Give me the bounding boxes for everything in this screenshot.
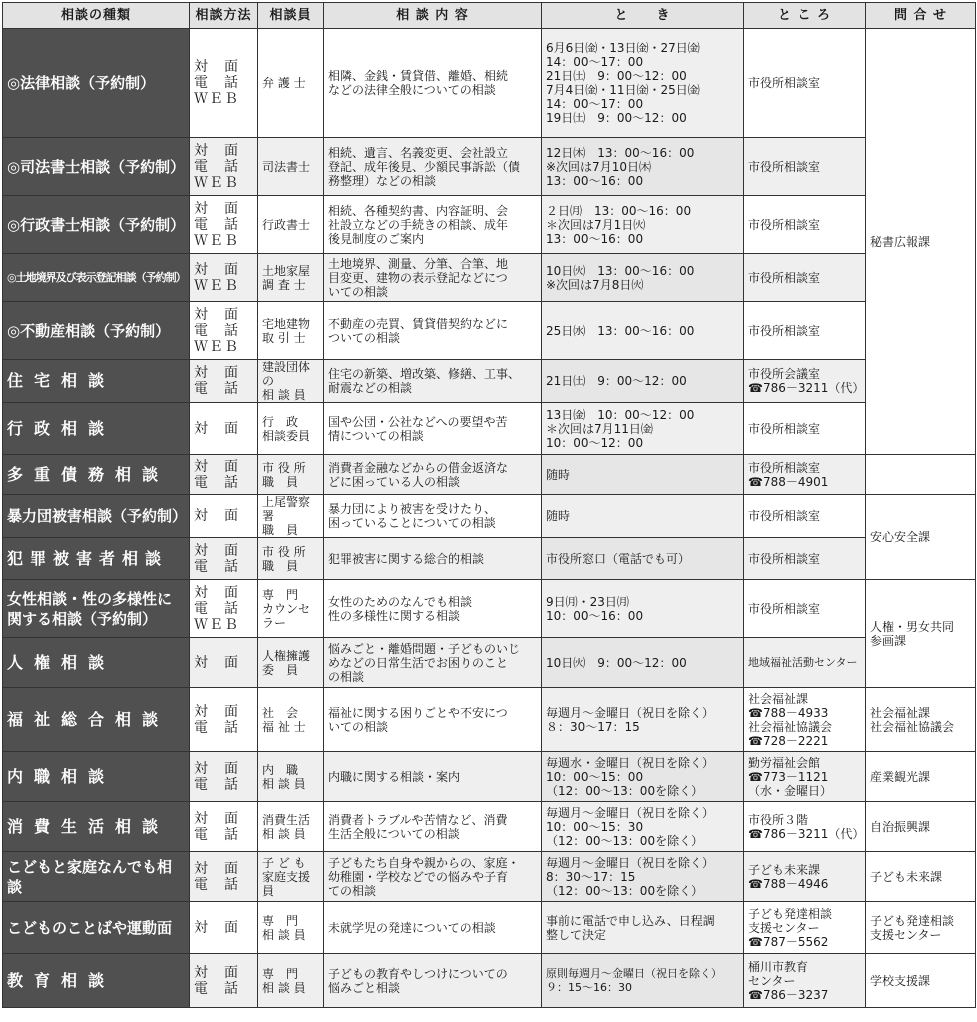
consult-when: 12日㈭ 13：00～16：00 ※次回は7月10日㈭ 13：00～16：00 [542,138,744,196]
consult-place: 社会福祉課 ☎788－4933 社会福祉協議会 ☎728－2221 [744,688,866,752]
consult-place: 子ども未来課 ☎788－4946 [744,852,866,902]
consult-type: ◎法律相談（予約制） [3,29,190,138]
contact-dept-empty [866,455,976,495]
contact-dept: 子ども発達相談 支援センター [866,902,976,954]
consult-place: 市役所相談室 [744,580,866,638]
consult-method: 対 面 電 話 [190,538,258,580]
table-row [3,495,976,538]
consult-type: ◎行政書士相談（予約制） [3,196,190,254]
consult-staff: 市 役 所 職 員 [258,538,324,580]
consult-content: 消費者金融などからの借金返済な どに困っている人の相談 [324,455,542,495]
table-row [3,196,976,254]
consult-type: 住宅相談 [3,360,190,403]
consult-when: 毎週月～金曜日（祝日を除く） 10：00～15：30 （12：00～13：00を除く） [542,802,744,852]
consult-when: 21日㈯ 9：00～12：00 [542,360,744,403]
consult-when: 25日㈬ 13：00～16：00 [542,302,744,360]
contact-dept: 社会福祉課 社会福祉協議会 [866,688,976,752]
consult-place: 子ども発達相談 支援センター ☎787－5562 [744,902,866,954]
consult-staff: 社 会 福 祉 士 [258,688,324,752]
consult-when: 原則毎週月～金曜日（祝日を除く） ９：15～16：30 [542,954,744,1008]
consult-method: 対 面 ＷＥＢ [190,254,258,302]
consult-staff: 行 政 相談委員 [258,403,324,455]
consult-place: 地域福祉活動センター [744,638,866,688]
consult-method: 対 面 [190,638,258,688]
consult-staff: 内 職 相 談 員 [258,752,324,802]
consult-staff: 専 門 相 談 員 [258,902,324,954]
table-row [3,254,976,302]
consult-content: 犯罪被害に関する総合的相談 [324,538,542,580]
consult-when: 10日㈫ 9：00～12：00 [542,638,744,688]
consult-when: 10日㈫ 13：00～16：00 ※次回は7月8日㈫ [542,254,744,302]
consult-when: 市役所窓口（電話でも可） [542,538,744,580]
table-row [3,29,976,138]
consult-type: 暴力団被害相談（予約制） [3,495,190,538]
consult-staff: 消費生活 相 談 員 [258,802,324,852]
consult-place: 市役所３階 ☎786－3211（代） [744,802,866,852]
table-row [3,538,976,580]
consult-type: 犯罪被害者相談 [3,538,190,580]
consult-method: 対 面 電 話 ＷＥＢ [190,138,258,196]
table-row [3,852,976,902]
header-row [3,3,976,29]
header-type: 相談の種類 [3,3,190,29]
consult-type: ◎不動産相談（予約制） [3,302,190,360]
contact-dept: 秘書広報課 [866,29,976,455]
consult-place: 市役所相談室 [744,254,866,302]
consult-type: 多重債務相談 [3,455,190,495]
consult-place: 市役所相談室 [744,138,866,196]
consult-content: 土地境界、測量、分筆、合筆、地 目変更、建物の表示登記などにつ いての相談 [324,254,542,302]
consult-type: こどものことばや運動面 [3,902,190,954]
consult-type: ◎司法書士相談（予約制） [3,138,190,196]
consult-when: 事前に電話で申し込み、日程調 整して決定 [542,902,744,954]
consult-method: 対 面 [190,902,258,954]
consult-when: 6月6日㈮・13日㈮・27日㈮ 14：00～17：00 21日㈯ 9：00～12：00 7月4日㈮・11日㈮・25日㈮ 14：00～17：00 19日㈯ 9：00～12：00 [542,29,744,138]
consult-when: 随時 [542,455,744,495]
consult-content: 相続、遺言、名義変更、会社設立 登記、成年後見、少額民事訴訟（債 務整理）などの相談 [324,138,542,196]
consult-content: 女性のためのなんでも相談 性の多様性に関する相談 [324,580,542,638]
consult-type: 教育相談 [3,954,190,1008]
consult-method: 対 面 [190,403,258,455]
consult-content: 不動産の売買、賃貸借契約などに ついての相談 [324,302,542,360]
consult-type: 人権相談 [3,638,190,688]
consult-type: ◎土地境界及び表示登記相談（予約制） [3,254,190,302]
header-contact: 問 合 せ [866,3,976,29]
consult-type: 消費生活相談 [3,802,190,852]
consult-method: 対 面 [190,495,258,538]
table-row [3,752,976,802]
consult-content: 未就学児の発達についての相談 [324,902,542,954]
consult-staff: 司法書士 [258,138,324,196]
consult-content: 子どもたち自身や親からの、家庭・ 幼稚園・学校などでの悩みや子育 ての相談 [324,852,542,902]
consult-place: 市役所会議室 ☎786－3211（代） [744,360,866,403]
consult-place: 市役所相談室 [744,538,866,580]
consult-content: 福祉に関する困りごとや不安につ いての相談 [324,688,542,752]
consult-place: 桶川市教育 センター ☎786－3237 [744,954,866,1008]
header-content: 相 談 内 容 [324,3,542,29]
consult-content: 暴力団により被害を受けたり、 困っていることについての相談 [324,495,542,538]
consult-type: 女性相談・性の多様性に 関する相談（予約制） [3,580,190,638]
consult-place: 市役所相談室 [744,196,866,254]
consult-when: 9日㈪・23日㈪ 10：00～16：00 [542,580,744,638]
consult-when: 毎週月～金曜日（祝日を除く） ８：30～17：15 [542,688,744,752]
consult-place: 市役所相談室 [744,29,866,138]
table-row [3,403,976,455]
table-row [3,455,976,495]
consult-place: 勤労福祉会館 ☎773－1121 （水・金曜日） [744,752,866,802]
header-method: 相談方法 [190,3,258,29]
consult-when: 毎週水・金曜日（祝日を除く） 10：00～15：00 （12：00～13：00を除く） [542,752,744,802]
contact-dept: 人権・男女共同 参画課 [866,580,976,688]
consult-method: 対 面 電 話 [190,954,258,1008]
consultation-table [2,2,976,1008]
consult-when: 随時 [542,495,744,538]
consult-method: 対 面 電 話 [190,752,258,802]
consult-place: 市役所相談室 ☎788－4901 [744,455,866,495]
consult-staff: 宅地建物 取 引 士 [258,302,324,360]
consult-type: こどもと家庭なんでも相談 [3,852,190,902]
consult-staff: 専 門 相 談 員 [258,954,324,1008]
consult-method: 対 面 電 話 [190,802,258,852]
table-row [3,138,976,196]
table-row [3,302,976,360]
consult-staff: 市 役 所 職 員 [258,455,324,495]
consult-type: 福祉総合相談 [3,688,190,752]
consult-staff: 子 ど も 家庭支援員 [258,852,324,902]
table-row [3,802,976,852]
consult-content: 国や公団・公社などへの要望や苦 情についての相談 [324,403,542,455]
header-when: と き [542,3,744,29]
consult-when: 13日㈮ 10：00～12：00 ＊次回は7月11日㈮ 10：00～12：00 [542,403,744,455]
consult-staff: 弁 護 士 [258,29,324,138]
table-row [3,580,976,638]
table-row [3,902,976,954]
consult-staff: 専 門 カウンセラー [258,580,324,638]
consult-method: 対 面 電 話 ＷＥＢ [190,196,258,254]
consult-content: 相隣、金銭・賃貸借、離婚、相続 などの法律全般についての相談 [324,29,542,138]
consult-staff: 行政書士 [258,196,324,254]
table-row [3,360,976,403]
consult-staff: 人権擁護 委 員 [258,638,324,688]
consult-place: 市役所相談室 [744,302,866,360]
contact-dept: 学校支援課 [866,954,976,1008]
consult-staff: 上尾警察署 職 員 [258,495,324,538]
consult-staff: 建設団体の 相 談 員 [258,360,324,403]
contact-dept: 自治振興課 [866,802,976,852]
consult-method: 対 面 電 話 [190,455,258,495]
consult-content: 消費者トラブルや苦情など、消費 生活全般についての相談 [324,802,542,852]
consult-method: 対 面 電 話 ＷＥＢ [190,580,258,638]
consult-when: ２日㈪ 13：00～16：00 ＊次回は7月1日㈫ 13：00～16：00 [542,196,744,254]
consult-type: 行政相談 [3,403,190,455]
consult-method: 対 面 電 話 ＷＥＢ [190,302,258,360]
contact-dept: 安心安全課 [866,495,976,580]
header-staff: 相談員 [258,3,324,29]
header-place: と こ ろ [744,3,866,29]
consult-staff: 土地家屋 調 査 士 [258,254,324,302]
consult-method: 対 面 電 話 ＷＥＢ [190,29,258,138]
consult-method: 対 面 電 話 [190,360,258,403]
consult-place: 市役所相談室 [744,495,866,538]
consult-content: 住宅の新築、増改築、修繕、工事、 耐震などの相談 [324,360,542,403]
table-row [3,688,976,752]
consult-type: 内職相談 [3,752,190,802]
consult-when: 毎週月～金曜日（祝日を除く） 8：30～17：15 （12：00～13：00を除く） [542,852,744,902]
consult-content: 子どもの教育やしつけについての 悩みごと相談 [324,954,542,1008]
consult-place: 市役所相談室 [744,403,866,455]
consult-content: 相続、各種契約書、内容証明、会 社設立などの手続きの相談、成年 後見制度のご案内 [324,196,542,254]
consult-method: 対 面 電 話 [190,688,258,752]
consult-content: 内職に関する相談・案内 [324,752,542,802]
consult-method: 対 面 電 話 [190,852,258,902]
table-row [3,954,976,1008]
consult-content: 悩みごと・離婚問題・子どものいじ めなどの日常生活でお困りのこと の相談 [324,638,542,688]
contact-dept: 子ども未来課 [866,852,976,902]
contact-dept: 産業観光課 [866,752,976,802]
table-row [3,638,976,688]
